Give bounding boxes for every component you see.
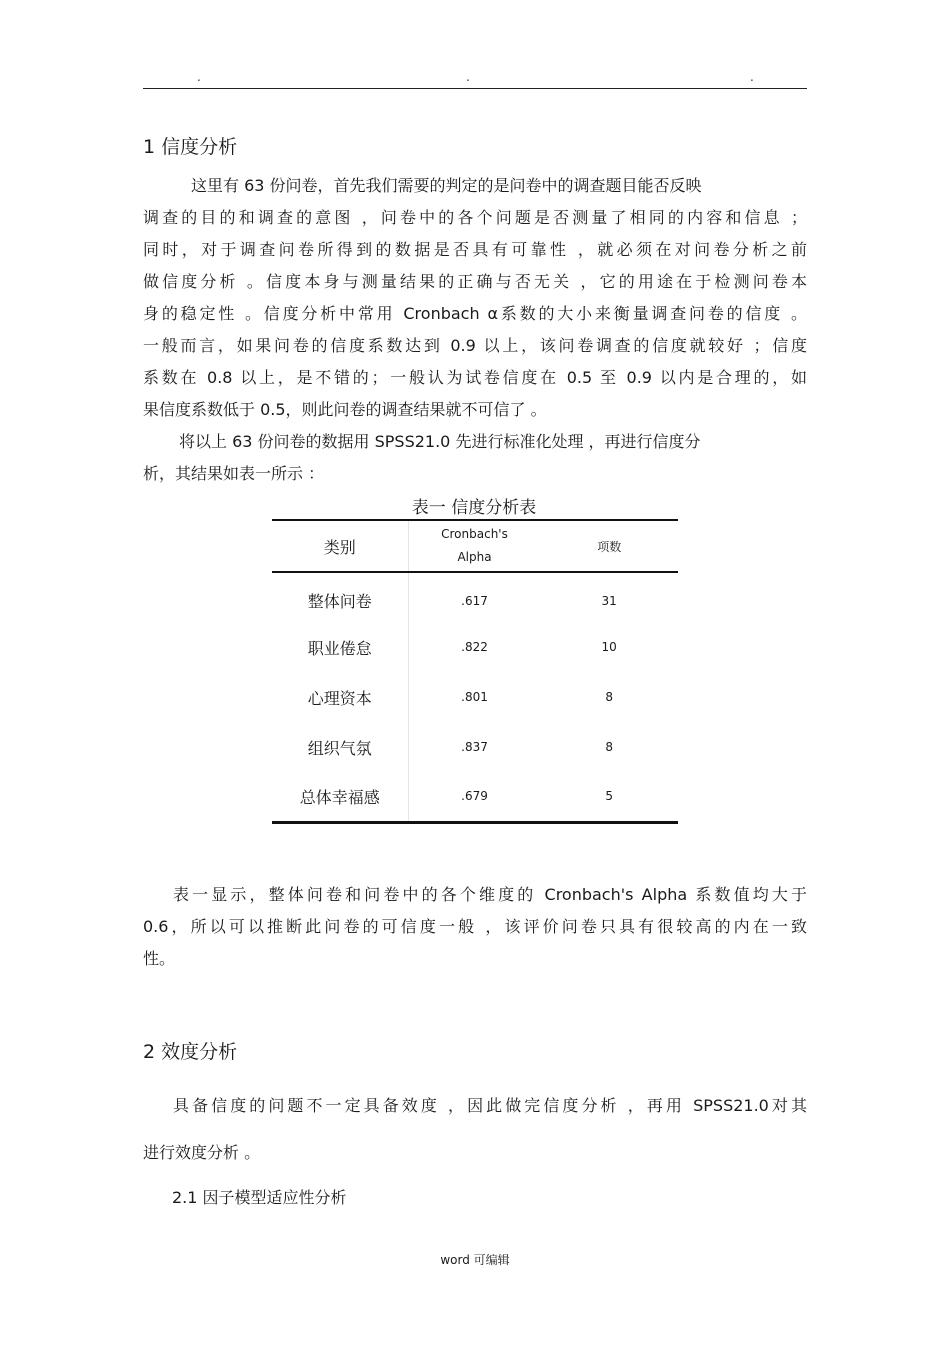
text-line: 性。 [143, 949, 176, 968]
text-line: 表一显示，整体问卷和问卷中的各个维度的 Cronbach's Alpha 系数值均大于 [173, 885, 807, 904]
section-heading-reliability: 1 信度分析 [143, 136, 238, 158]
header-dot: . [466, 70, 470, 84]
cell-alpha: .617 [461, 593, 488, 608]
header-items: 项数 [597, 539, 622, 554]
text-line: 身的稳定性 。信度分析中常用 Cronbach α系数的大小来衡量调查问卷的信度 。 [143, 304, 807, 323]
text-line: 果信度系数低于 0.5，则此问卷的调查结果就不可信了 。 [143, 400, 547, 419]
text-line: 同时，对于调查问卷所得到的数据是否具有可靠性 ，就必须在对问卷分析之前 [143, 240, 807, 259]
cell-items: 8 [605, 690, 614, 704]
table-row [272, 722, 678, 772]
reliability-table [272, 519, 678, 824]
cell-alpha: .679 [461, 789, 488, 804]
header-alpha-line2: Alpha [457, 550, 492, 564]
paragraph-reliability-intro [143, 170, 807, 426]
paragraph-validity-intro [143, 1082, 807, 1176]
text-line: 做信度分析 。信度本身与测量结果的正确与否无关 ，它的用途在于检测问卷本 [143, 272, 807, 291]
header-dot: . [197, 70, 201, 84]
paragraph-table-intro [143, 426, 807, 490]
cell-category: 总体幸福感 [272, 772, 408, 822]
cell-items: 31 [601, 593, 617, 608]
section-heading-validity: 2 效度分析 [143, 1041, 238, 1063]
text-line: 进行效度分析 。 [143, 1143, 261, 1162]
header-dot: . [750, 70, 754, 84]
text-line: 这里有 63 份问卷，首先我们需要的判定的是问卷中的调查题目能否反映 [191, 176, 702, 195]
table-row [272, 672, 678, 722]
cell-category: 心理资本 [272, 672, 408, 722]
cell-category: 整体问卷 [272, 572, 408, 622]
page-footer: word 可编辑 [440, 1253, 510, 1267]
header-category: 类别 [272, 520, 408, 572]
text-line: 0.6，所以可以推断此问卷的可信度一般 ，该评价问卷只具有很较高的内在一致 [143, 917, 807, 936]
text-line: 析，其结果如表一所示 ： [143, 464, 325, 483]
cell-category: 组织气氛 [272, 722, 408, 772]
text-line: 调查的目的和调查的意图 ，问卷中的各个问题是否测量了相同的内容和信息 ； [143, 208, 807, 227]
table-row [272, 622, 678, 672]
table-caption: 表一 信度分析表 [411, 498, 537, 518]
cell-category: 职业倦怠 [272, 622, 408, 672]
subsection-heading: 2.1 因子模型适应性分析 [172, 1188, 347, 1207]
header-alpha-line1: Cronbach's [441, 527, 508, 541]
header-rule [143, 88, 807, 89]
cell-alpha: .822 [461, 640, 488, 654]
table-row [272, 772, 678, 822]
paragraph-table-summary [143, 879, 807, 975]
cell-alpha: .837 [461, 740, 488, 754]
cell-items: 8 [605, 740, 614, 754]
text-line: 具备信度的问题不一定具备效度 ，因此做完信度分析 ，再用 SPSS21.0对其 [173, 1096, 807, 1115]
cell-items: 10 [601, 640, 617, 654]
cell-alpha: .801 [461, 690, 488, 704]
cell-items: 5 [605, 789, 614, 804]
text-line: 一般而言，如果问卷的信度系数达到 0.9 以上，该问卷调查的信度就较好 ；信度 [143, 336, 807, 355]
table-row [272, 572, 678, 622]
text-line: 系数在 0.8 以上，是不错的；一般认为试卷信度在 0.5 至 0.9 以内是合理的，如 [143, 368, 807, 387]
table-header-row [272, 520, 678, 572]
text-line: 将以上 63 份问卷的数据用 SPSS21.0 先进行标准化处理 ，再进行信度分 [179, 432, 701, 451]
header-alpha [408, 520, 540, 572]
